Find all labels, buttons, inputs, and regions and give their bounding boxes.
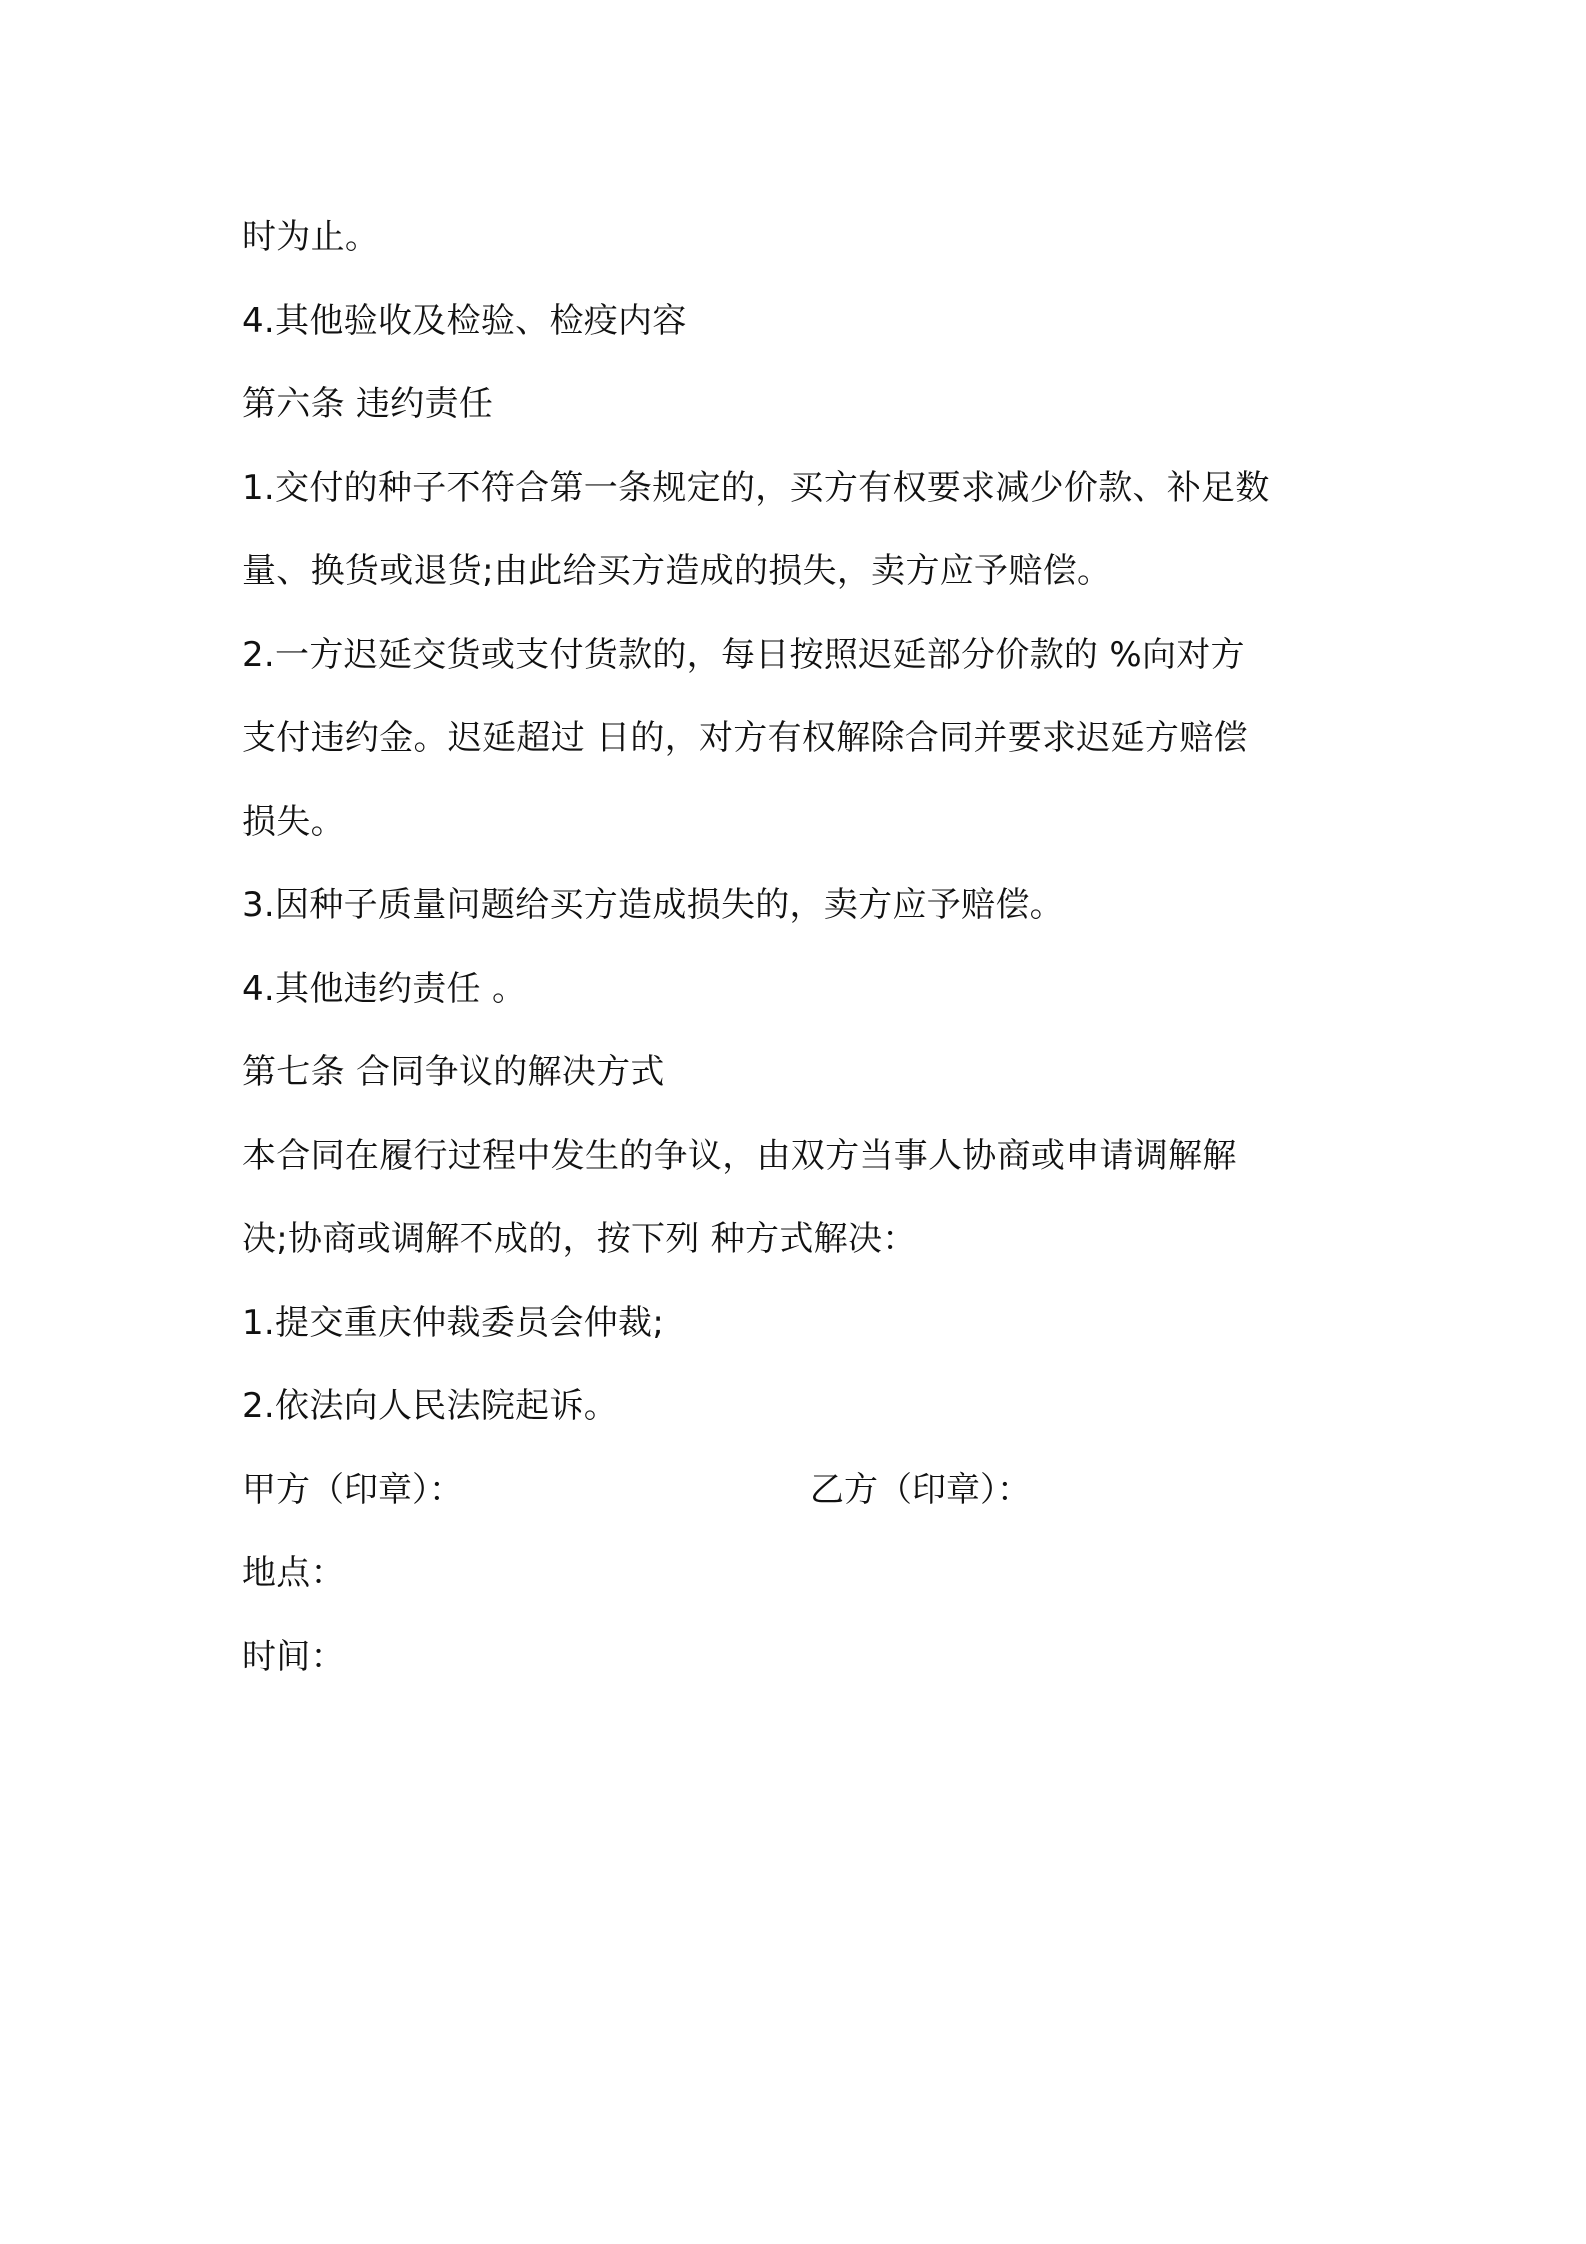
text-line: 量、换货或退货;由此给买方造成的损失，卖方应予赔偿。 (242, 551, 1112, 591)
place-label: 地点： (242, 1553, 345, 1593)
text-line: 决;协商或调解不成的，按下列 种方式解决： (242, 1219, 917, 1259)
document-body (242, 196, 1362, 1699)
section-heading: 第七条 合同争议的解决方式 (242, 1052, 665, 1092)
text-line: 1.交付的种子不符合第一条规定的，买方有权要求减少价款、补足数 (242, 467, 1270, 508)
party-b-seal-label: 乙方（印章）： (810, 1469, 1031, 1510)
signature-row (242, 1449, 1362, 1533)
text-line: 损失。 (242, 801, 345, 842)
section-heading: 第六条 违约责任 (242, 384, 494, 424)
party-a-seal-label: 甲方（印章）： (242, 1469, 463, 1510)
time-label: 时间： (242, 1636, 345, 1677)
text-line: 时为止。 (242, 217, 380, 257)
text-line: 本合同在履行过程中发生的争议，由双方当事人协商或申请调解解 (242, 1135, 1237, 1176)
text-line: 4.其他验收及检验、检疫内容 (242, 300, 687, 341)
text-line: 3.因种子质量问题给买方造成损失的，卖方应予赔偿。 (242, 885, 1064, 925)
text-line: 4.其他违约责任 。 (242, 968, 527, 1009)
text-line: 1.提交重庆仲裁委员会仲裁; (242, 1302, 665, 1343)
text-line: 支付违约金。迟延超过 日的，对方有权解除合同并要求迟延方赔偿 (242, 718, 1248, 758)
text-line: 2.一方迟延交货或支付货款的，每日按照迟延部分价款的 %向对方 (242, 634, 1245, 675)
text-line: 2.依法向人民法院起诉。 (242, 1386, 619, 1426)
